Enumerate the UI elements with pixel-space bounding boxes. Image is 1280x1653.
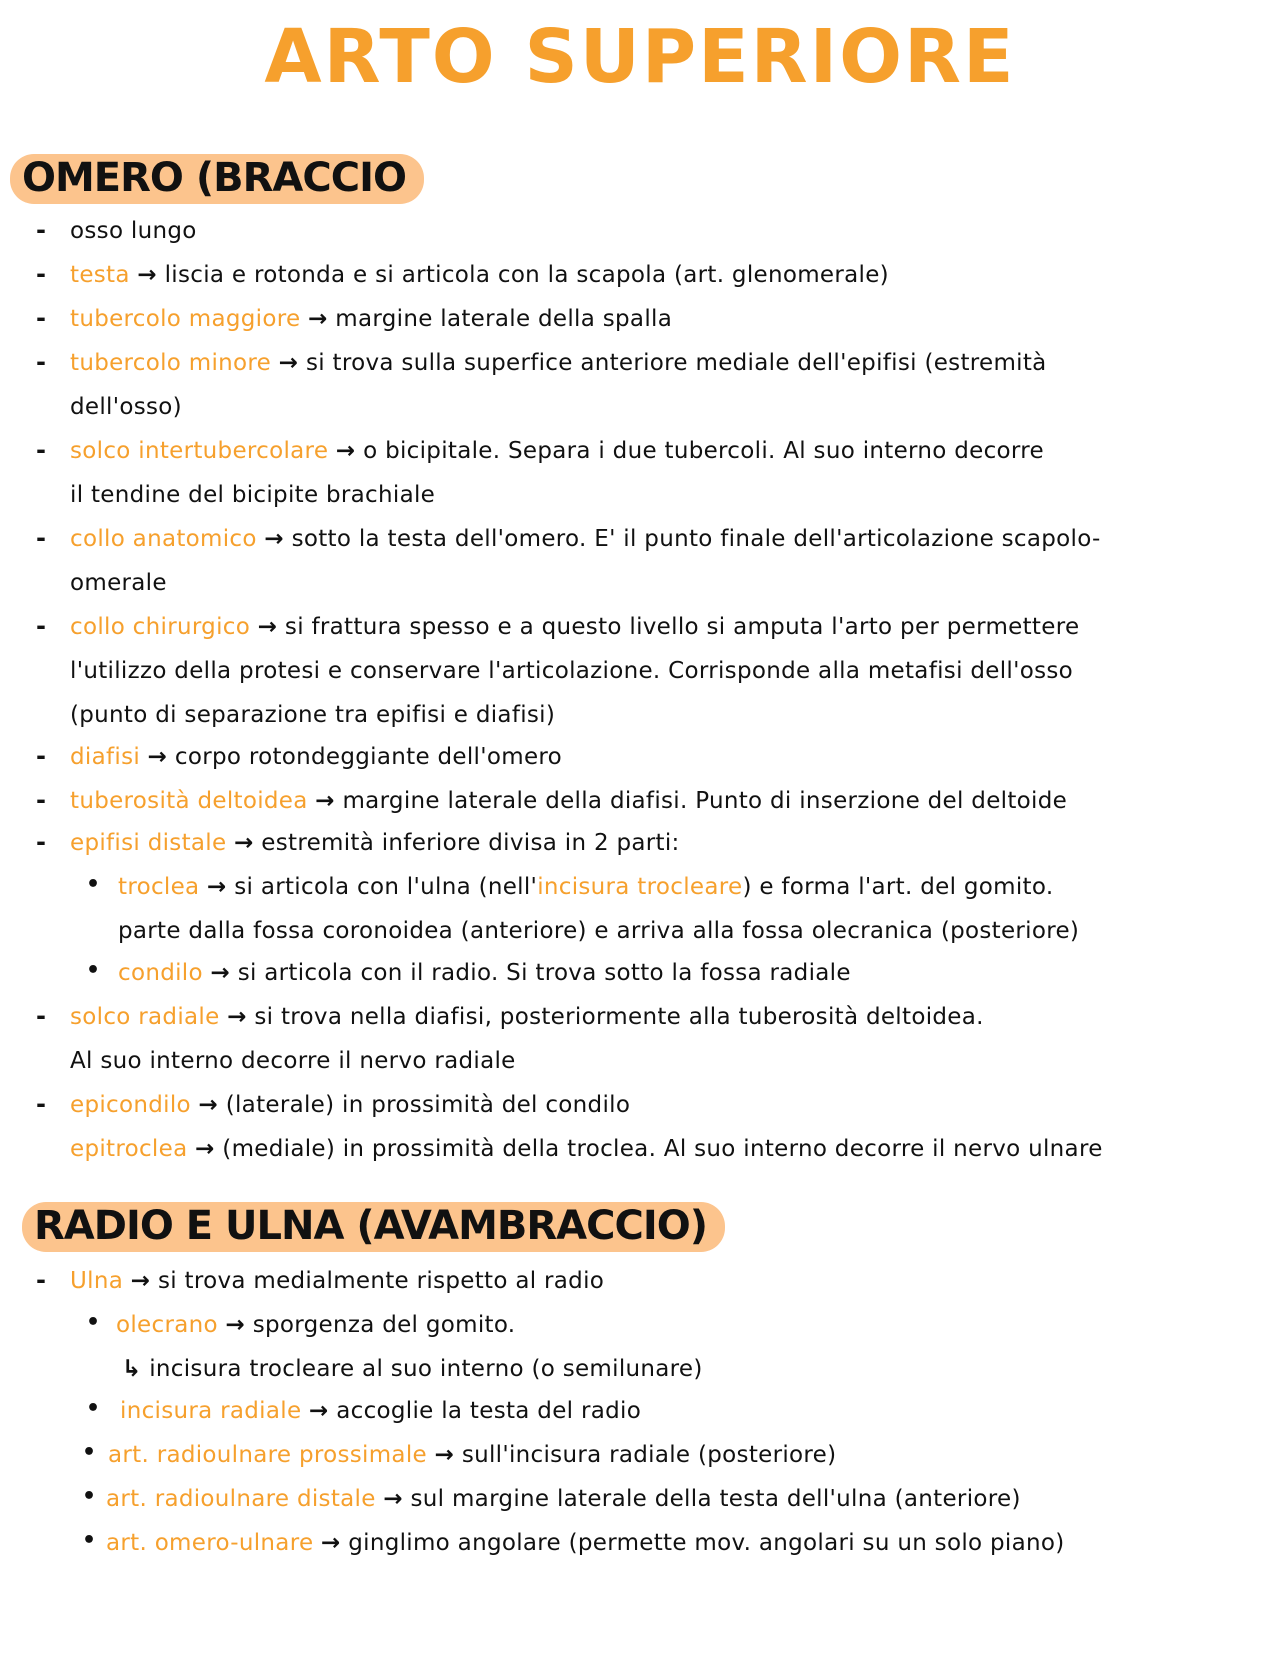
section-heading-omero	[22, 155, 406, 201]
line-text: sull'incisura radiale (posteriore)	[461, 1442, 837, 1468]
term-collo-chirurgico: collo chirurgico	[70, 614, 251, 640]
line-text: margine laterale della diafisi. Punto di inserzione del deltoide	[342, 788, 1068, 814]
arrow-icon: →	[308, 306, 328, 332]
note-line-continuation	[70, 660, 1073, 683]
line-text: margine laterale della spalla	[335, 306, 673, 332]
note-line-tubercolo-minore	[70, 352, 1047, 375]
dash-bullet: -	[36, 1002, 46, 1030]
dot-bullet: •	[82, 1528, 97, 1553]
line-text: (laterale) in prossimità del condilo	[225, 1092, 631, 1118]
note-line-troclea	[118, 876, 1053, 899]
line-text: si trova nella diafisi, posteriormente alla tuberosità deltoidea.	[254, 1004, 984, 1030]
term-collo-anatomico: collo anatomico	[70, 526, 257, 552]
term-condilo: condilo	[118, 960, 203, 986]
term-solco-radiale: solco radiale	[70, 1004, 220, 1030]
note-line-omero-ulnare	[106, 1532, 1065, 1555]
line-text: corpo rotondeggiante dell'omero	[174, 744, 563, 770]
line-text: sul margine laterale della testa dell'ulna (anteriore)	[410, 1486, 1021, 1512]
term-epitroclea: epitroclea	[70, 1136, 188, 1162]
section-heading-text: RADIO E ULNA (AVAMBRACCIO)	[34, 1203, 708, 1249]
note-line-osso	[70, 220, 197, 243]
note-line-epitroclea	[70, 1138, 1103, 1161]
line-text: liscia e rotonda e si articola con la scapola (art. glenomerale)	[164, 262, 889, 288]
arrow-icon: →	[137, 262, 157, 288]
arrow-icon: →	[257, 614, 278, 640]
note-line-continuation	[70, 572, 167, 595]
arrow-icon: →	[434, 1442, 455, 1468]
term-radioulnare-distale: art. radioulnare distale	[106, 1486, 376, 1512]
note-line-tubercolo-maggiore	[70, 308, 672, 331]
line-text: il tendine del bicipite brachiale	[70, 482, 436, 508]
line-text: si frattura spesso e a questo livello si amputa l'arto per permettere	[284, 614, 1080, 640]
sub-arrow-icon: ↳	[122, 1356, 142, 1382]
dash-bullet: -	[36, 524, 46, 552]
note-line-collo-chirurgico	[70, 616, 1079, 639]
arrow-icon: →	[234, 830, 254, 856]
term-olecrano: olecrano	[116, 1312, 218, 1338]
term-incisura-radiale: incisura radiale	[120, 1398, 302, 1424]
arrow-icon: →	[315, 788, 335, 814]
line-text: l'utilizzo della protesi e conservare l'articolazione. Corrisponde alla metafisi dell'osso	[70, 658, 1074, 684]
section-heading-radio-ulna	[34, 1203, 708, 1249]
line-text: Al suo interno decorre il nervo radiale	[70, 1048, 516, 1074]
arrow-icon: →	[225, 1312, 246, 1338]
note-line-solco-intertubercolare	[70, 440, 1044, 463]
term-tubercolo-minore: tubercolo minore	[70, 350, 272, 376]
line-text: ) e forma l'art. del gomito.	[742, 874, 1054, 900]
note-line-radioulnare-distale	[106, 1488, 1021, 1511]
line-text: (mediale) in prossimità della troclea. Al suo interno decorre il nervo ulnare	[222, 1136, 1103, 1162]
note-line-ulna	[70, 1270, 604, 1293]
section-heading-text: OMERO (BRACCIO	[22, 155, 406, 201]
line-text: parte dalla fossa coronoidea (anteriore) e arriva alla fossa olecranica (posteriore)	[118, 918, 1080, 944]
term-solco-intertubercolare: solco intertubercolare	[70, 438, 329, 464]
dash-bullet: -	[36, 216, 46, 244]
term-tuberosita-deltoidea: tuberosità deltoidea	[70, 788, 308, 814]
line-text: sporgenza del gomito.	[252, 1312, 516, 1338]
dash-bullet: -	[36, 742, 46, 770]
note-line-olecrano	[116, 1314, 515, 1337]
term-tubercolo-maggiore: tubercolo maggiore	[70, 306, 301, 332]
note-line-solco-radiale	[70, 1006, 984, 1029]
dash-bullet: -	[36, 260, 46, 288]
line-text: si trova sulla superfice anteriore mediale dell'epifisi (estremità	[305, 350, 1047, 376]
line-text: incisura trocleare al suo interno (o semilunare)	[149, 1356, 703, 1382]
note-line-continuation	[118, 920, 1079, 943]
note-line-continuation	[70, 396, 182, 419]
note-line-sub-incisura	[122, 1358, 703, 1381]
arrow-icon: →	[321, 1530, 341, 1556]
arrow-icon: →	[278, 350, 299, 376]
arrow-icon: →	[335, 438, 356, 464]
term-diafisi: diafisi	[70, 744, 141, 770]
line-text: si articola con l'ulna (nell'	[234, 874, 538, 900]
note-line-collo-anatomico	[70, 528, 1101, 551]
line-text: dell'osso)	[70, 394, 182, 420]
arrow-icon: →	[264, 526, 284, 552]
line-text: estremità inferiore divisa in 2 parti:	[261, 830, 680, 856]
dash-bullet: -	[36, 348, 46, 376]
dash-bullet: -	[36, 1266, 46, 1294]
term-incisura-trocleare: incisura trocleare	[537, 874, 743, 900]
arrow-icon: →	[195, 1136, 215, 1162]
arrow-icon: →	[207, 874, 227, 900]
note-line-continuation	[70, 1050, 516, 1073]
note-line-continuation	[70, 704, 555, 727]
note-line-condilo	[118, 962, 851, 985]
dot-bullet: •	[82, 1440, 97, 1465]
arrow-icon: →	[198, 1092, 219, 1118]
line-text: (punto di separazione tra epifisi e diafisi)	[70, 702, 556, 728]
dot-bullet: •	[86, 1310, 101, 1335]
term-troclea: troclea	[118, 874, 200, 900]
line-text: si trova medialmente rispetto al radio	[157, 1268, 605, 1294]
term-testa: testa	[70, 262, 130, 288]
page-title: ARTO SUPERIORE	[264, 14, 1016, 100]
note-line-radioulnare-prossimale	[108, 1444, 836, 1467]
arrow-icon: →	[147, 744, 168, 770]
note-line-tuberosita-deltoidea	[70, 790, 1067, 813]
line-text: ginglimo angolare (permette mov. angolari su un solo piano)	[348, 1530, 1065, 1556]
note-line-incisura-radiale	[120, 1400, 641, 1423]
term-epifisi-distale: epifisi distale	[70, 830, 227, 856]
dash-bullet: -	[36, 1090, 46, 1118]
note-line-epifisi-distale	[70, 832, 680, 855]
note-line-continuation	[70, 484, 435, 507]
arrow-icon: →	[309, 1398, 329, 1424]
line-text: accoglie la testa del radio	[336, 1398, 642, 1424]
dash-bullet: -	[36, 612, 46, 640]
line-text: omerale	[70, 570, 167, 596]
term-radioulnare-prossimale: art. radioulnare prossimale	[108, 1442, 427, 1468]
line-text: sotto la testa dell'omero. E' il punto finale dell'articolazione scapolo-	[291, 526, 1101, 552]
dash-bullet: -	[36, 304, 46, 332]
dash-bullet: -	[36, 786, 46, 814]
term-omero-ulnare: art. omero-ulnare	[106, 1530, 314, 1556]
note-line-diafisi	[70, 746, 562, 769]
note-line-epicondilo	[70, 1094, 630, 1117]
line-text: o bicipitale. Separa i due tubercoli. Al suo interno decorre	[363, 438, 1044, 464]
note-line-testa	[70, 264, 889, 287]
arrow-icon: →	[383, 1486, 403, 1512]
dash-bullet: -	[36, 436, 46, 464]
line-text: si articola con il radio. Si trova sotto la fossa radiale	[237, 960, 851, 986]
term-ulna: Ulna	[70, 1268, 124, 1294]
dot-bullet: •	[82, 1484, 97, 1509]
arrow-icon: →	[130, 1268, 151, 1294]
line-text: osso lungo	[70, 218, 197, 244]
term-epicondilo: epicondilo	[70, 1092, 191, 1118]
arrow-icon: →	[210, 960, 231, 986]
dot-bullet: •	[86, 958, 101, 983]
dot-bullet: •	[86, 1396, 101, 1421]
dot-bullet: •	[86, 872, 101, 897]
arrow-icon: →	[227, 1004, 247, 1030]
dash-bullet: -	[36, 828, 46, 856]
